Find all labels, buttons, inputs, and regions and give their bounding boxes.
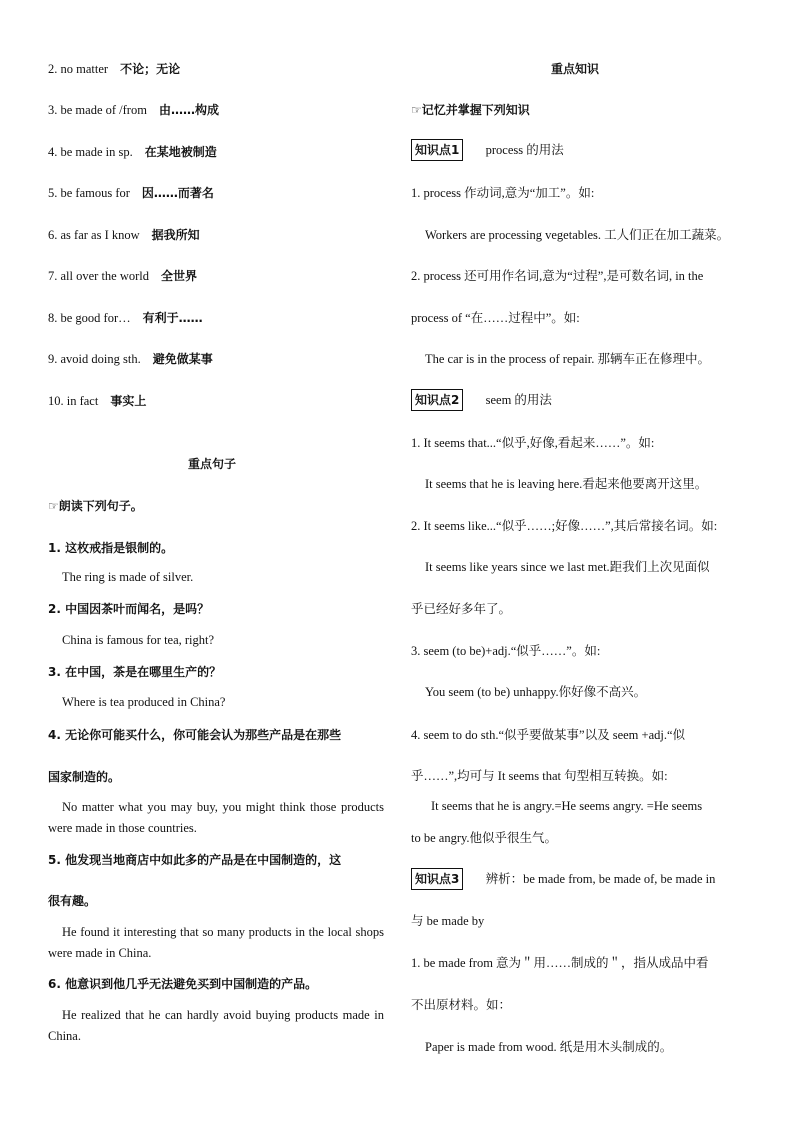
point-3-header	[411, 868, 715, 890]
vocab-item: 7. all over the world 全世界	[48, 269, 198, 283]
section-heading-knowledge: 重点知识	[551, 62, 600, 76]
vocab-item: 2. no matter 不论；无论	[48, 62, 181, 76]
point-label: 知识点2	[411, 389, 463, 411]
vocab-item: 4. be made in sp. 在某地被制造	[48, 145, 217, 159]
point-2-header	[411, 389, 552, 411]
point-label: 知识点1	[411, 139, 463, 161]
sentence-cn: 2. 中国因茶叶而闻名，是吗？	[48, 602, 210, 616]
example-line: You seem (to be) unhappy.你好像不高兴。	[425, 685, 647, 699]
example-line: It seems that he is leaving here.看起来他要离开这里。	[425, 477, 708, 491]
example-line: It seems like years since we last met.距我们上次见面似	[425, 560, 710, 574]
vocab-item: 6. as far as I know 据我所知	[48, 228, 200, 242]
vocab-item: 5. be famous for 因……而著名	[48, 186, 214, 200]
point-1-header	[411, 139, 564, 161]
text-line: 不出原材料。如：	[411, 998, 512, 1012]
sentence-cn: 4. 无论你可能买什么，你可能会认为那些产品是在那些	[48, 728, 342, 742]
sentence-cn-cont: 国家制造的。	[48, 770, 121, 784]
sentence-en: He found it interesting that so many products in the local shops were made in China.	[48, 925, 384, 960]
vocab-item: 10. in fact 事实上	[48, 394, 147, 408]
text-line: 1. process 作动词,意为“加工”。如:	[411, 186, 595, 200]
text-line: 乎已经好多年了。	[411, 602, 512, 616]
sentences-instruction: ☞朗读下列句子。	[48, 499, 143, 513]
sentence-en: Where is tea produced in China?	[62, 695, 226, 709]
text-line: 3. seem (to be)+adj.“似乎……”。如:	[411, 644, 601, 658]
sentence-cn: 6. 他意识到他几乎无法避免买到中国制造的产品。	[48, 977, 318, 991]
text-line: 1. be made from 意为＂用……制成的＂，指从成品中看	[411, 956, 709, 970]
sentence-en: He realized that he can hardly avoid buying products made in China.	[48, 1008, 384, 1043]
text-line: to be angry.他似乎很生气。	[411, 831, 558, 845]
sentence-cn: 3. 在中国，茶是在哪里生产的？	[48, 665, 222, 679]
point-label: 知识点3	[411, 868, 463, 890]
point-title: process 的用法	[485, 143, 564, 157]
text-line: 2. It seems like...“似乎……;好像……”,其后常接名词。如:	[411, 519, 718, 533]
vocab-item: 3. be made of /from 由……构成	[48, 103, 219, 117]
vocab-item: 9. avoid doing sth. 避免做某事	[48, 352, 213, 366]
sentence-cn: 1. 这枚戒指是银制的。	[48, 541, 174, 555]
section-heading-sentences: 重点句子	[188, 457, 237, 471]
text-line: 乎……”,均可与 It seems that 句型相互转换。如:	[411, 769, 668, 783]
example-line: The car is in the process of repair. 那辆车正在修理中。	[425, 352, 711, 366]
text-line: 1. It seems that...“似乎,好像,看起来……”。如:	[411, 436, 655, 450]
text-line: 4. seem to do sth.“似乎要做某事”以及 seem +adj.“似	[411, 728, 686, 742]
sentence-en: China is famous for tea, right?	[62, 633, 215, 647]
point-title: 辨析：be made from, be made of, be made in	[485, 872, 716, 886]
text-line: 2. process 还可用作名词,意为“过程”,是可数名词, in the	[411, 269, 704, 283]
sentence-en: No matter what you may buy, you might think those products were made in those countries.	[48, 800, 384, 835]
text-line: process of “在……过程中”。如:	[411, 311, 580, 325]
vocab-item: 8. be good for… 有利于……	[48, 311, 203, 325]
example-line: Paper is made from wood. 纸是用木头制成的。	[425, 1040, 673, 1054]
sentence-cn-cont: 很有趣。	[48, 894, 97, 908]
example-line: Workers are processing vegetables. 工人们正在加工蔬菜。	[425, 228, 730, 242]
example-line: It seems that he is angry.=He seems angry. =He seems	[431, 799, 703, 813]
point-title: seem 的用法	[485, 393, 552, 407]
text-line: 与 be made by	[411, 914, 485, 928]
sentence-cn: 5. 他发现当地商店中如此多的产品是在中国制造的，这	[48, 853, 342, 867]
knowledge-instruction: ☞记忆并掌握下列知识	[411, 103, 530, 117]
sentence-en: The ring is made of silver.	[62, 570, 194, 584]
